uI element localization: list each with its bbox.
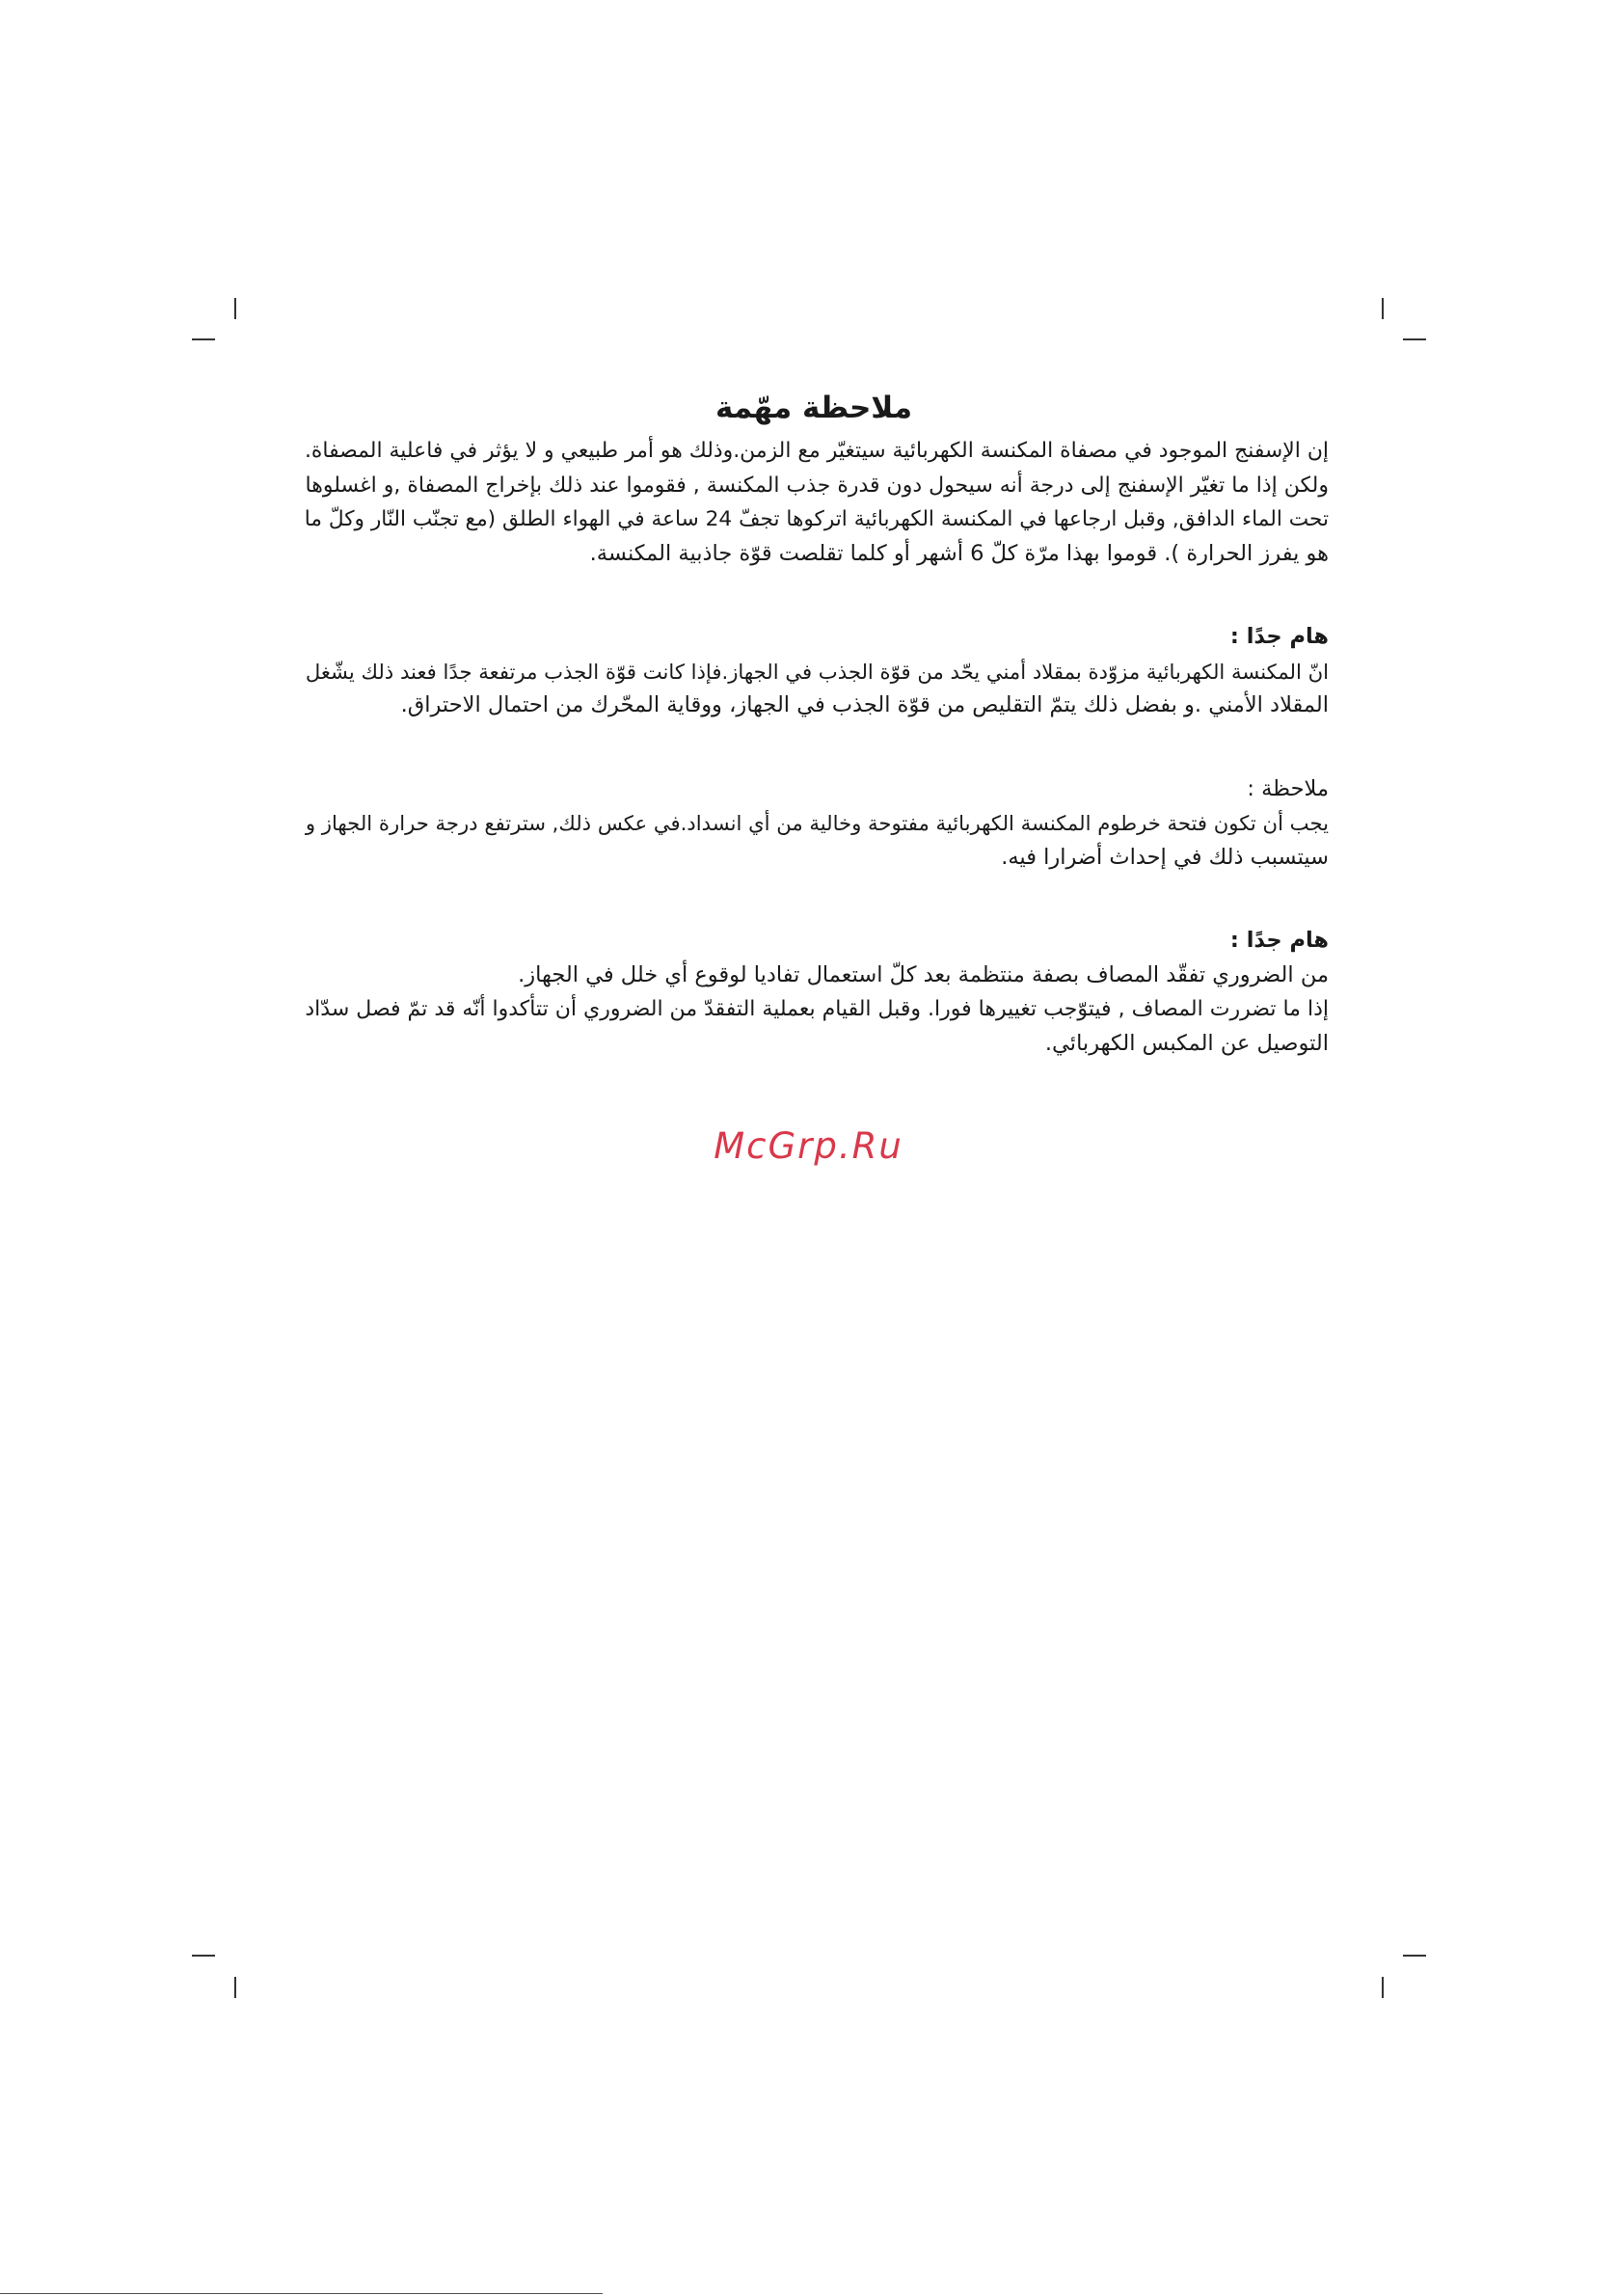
paragraph-line: إذا ما تضررت المصاف , فيتوّجب تغييرها فورا. وقبل القيام بعملية التفقدّ من الضروري أن تتأكدوا أنّه قد تمّ فصل سدّاد (305, 997, 1329, 1021)
paragraph-line: يجب أن تكون فتحة خرطوم المكنسة الكهربائية مفتوحة وخالية من أي انسداد.في عكس ذلك, سترتفع درجة حرارة الجهاز و (305, 811, 1329, 835)
paragraph-line: سيتسبب ذلك في إحداث أضرارا فيه. (1001, 844, 1329, 870)
watermark-text: McGrp.Ru (714, 1125, 903, 1167)
sponge-filter-paragraph (299, 434, 1329, 571)
paragraph-line: تحت الماء الدافق, وقبل ارجاعها في المكنسة الكهربائية اتركوها تجفّ 24 ساعة في الهواء الطلق (مع تجنّب النّار وكلّ ما (304, 507, 1329, 531)
paragraph-line: إن الإسفنج الموجود في مصفاة المكنسة الكهربائية سيتغيّر مع الزمن.وذلك هو أمر طبيعي و لا يؤثر في فاعلية المصفاة. (304, 439, 1329, 463)
paragraph-line: هو يفرز الحرارة ). قوموا بهذا مرّة كلّ 6 أشهر أو كلما تقلصت قوّة جاذبية المكنسة. (589, 540, 1329, 566)
section-heading-note: ملاحظة : (1247, 775, 1329, 801)
safety-valve-paragraph (299, 655, 1329, 723)
crop-mark-bottom-right-vertical (1382, 1977, 1384, 1998)
document-body (299, 384, 1329, 1061)
crop-mark-bottom-left-horizontal (192, 1955, 215, 1957)
paragraph-line: المقلاد الأمني .و بفضل ذلك يتمّ التقليص من قوّة الجذب في الجهاز، ووقاية المحّرك من احتمال الاحتراق. (400, 692, 1329, 717)
section-heading-important: هام جدًا : (1229, 928, 1329, 953)
crop-mark-top-left-vertical (234, 298, 236, 319)
crop-mark-bottom-left-vertical (234, 1977, 236, 1998)
crop-mark-top-left-horizontal (192, 338, 215, 340)
page-title: ملاحظة مهّمة (714, 391, 913, 425)
paragraph-line: التوصيل عن المكبس الكهربائي. (1044, 1030, 1329, 1056)
paragraph-line: ولكن إذا ما تغيّر الإسفنج إلى درجة أنه سيحول دون قدرة جذب المكنسة , فقوموا عند ذلك بإخراج المصفاة ,و اغسلوها (305, 473, 1329, 498)
crop-mark-bottom-right-horizontal (1403, 1955, 1426, 1957)
crop-mark-top-right-horizontal (1403, 338, 1426, 340)
filter-check-paragraph (299, 959, 1329, 1062)
hose-opening-paragraph (299, 806, 1329, 875)
paragraph-line: انّ المكنسة الكهربائية مزوّدة بمقلاد أمني يحّد من قوّة الجذب في الجهاز.فإذا كانت قوّة الجذب مرتفعة جدًا فعند ذلك يشّغل (305, 659, 1329, 684)
paragraph-line: من الضروري تفقّد المصاف بصفة منتظمة بعد كلّ استعمال تفاديا لوقوع أي خلل في الجهاز. (518, 961, 1329, 987)
crop-mark-top-right-vertical (1382, 298, 1384, 319)
section-heading-important: هام جدًا : (1229, 624, 1329, 649)
bottom-rule (0, 2293, 603, 2294)
